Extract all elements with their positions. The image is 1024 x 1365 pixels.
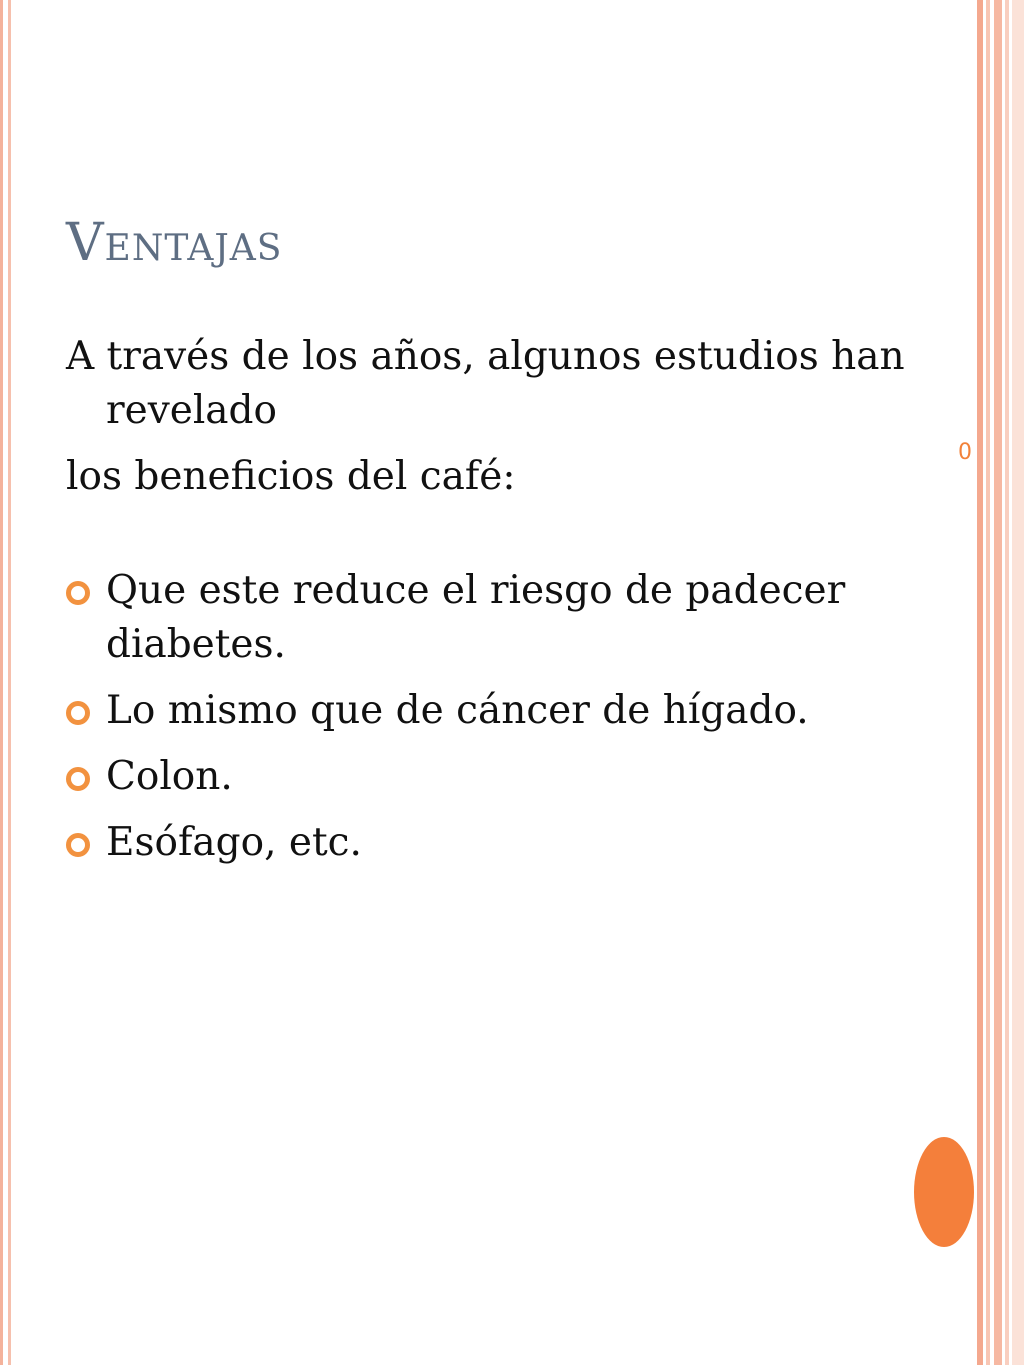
right-border-band xyxy=(1012,0,1024,1365)
intro-paragraph-2: los beneficios del café: xyxy=(66,454,516,499)
left-border-line-inner xyxy=(8,0,11,1365)
list-item xyxy=(66,684,906,738)
list-item xyxy=(66,750,906,804)
right-border-band xyxy=(977,0,983,1365)
left-border-line xyxy=(0,0,3,1365)
list-item-text: Lo mismo que de cáncer de hígado. xyxy=(106,688,809,733)
slide-content xyxy=(66,330,906,882)
slide-title: Ventajas xyxy=(66,213,283,273)
right-border-band xyxy=(994,0,1002,1365)
benefits-list xyxy=(66,564,906,870)
slide-number: 0 xyxy=(958,440,972,465)
orange-ring-bullet-icon xyxy=(66,767,90,791)
orange-ring-bullet-icon xyxy=(66,833,90,857)
list-item xyxy=(66,564,906,672)
intro-paragraph-1: A través de los años, algunos estudios han revelado xyxy=(66,334,905,433)
right-border-band xyxy=(1005,0,1009,1365)
orange-ring-bullet-icon xyxy=(66,701,90,725)
list-item xyxy=(66,816,906,870)
orange-ring-bullet-icon xyxy=(66,581,90,605)
list-item-text: Esófago, etc. xyxy=(106,820,362,865)
list-item-text: Que este reduce el riesgo de padecer diabetes. xyxy=(106,568,846,667)
right-border-band xyxy=(986,0,990,1365)
decorative-orange-oval xyxy=(914,1137,974,1247)
list-item-text: Colon. xyxy=(106,754,233,799)
